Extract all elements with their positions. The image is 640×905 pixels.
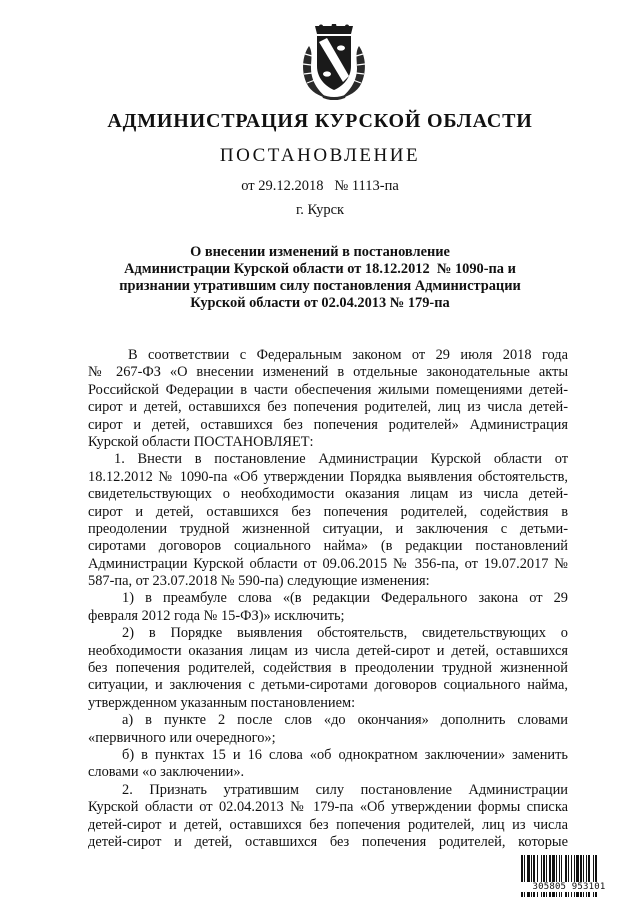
document-date-number: от 29.12.2018 № 1113-па — [241, 178, 399, 194]
document-type: ПОСТАНОВЛЕНИЕ — [219, 145, 421, 166]
body-line: словами «о заключении». — [88, 764, 245, 781]
body-line: № 267-ФЗ «О внесении изменений в отдельные законодательные акты — [88, 364, 568, 381]
body-line: 1. Внести в постановление Администрации Курской области от — [114, 451, 568, 468]
document-body — [88, 347, 568, 851]
title-line: признании утратившим силу постановления Администрации — [119, 278, 521, 294]
body-line: Администрации Курской области от 09.06.2015 № 356-па, от 19.07.2017 № — [88, 555, 568, 572]
body-line: Российской Федерации в части обеспечения жилыми помещениями детей- — [88, 381, 568, 398]
body-line: В соответствии с Федеральным законом от 29 июля 2018 года — [128, 347, 568, 363]
document-title — [100, 244, 540, 312]
body-line: 587-па, от 23.07.2018 № 590-па) следующие изменения: — [88, 573, 430, 590]
body-line: сирот и детей, оставшихся без попечения родителей» Администрация — [88, 416, 568, 433]
barcode-number: 305805 953101 — [521, 882, 617, 892]
body-line: ситуации, и заключения с детьми-сиротами договоров социального найма, — [88, 677, 568, 694]
body-line: без попечения родителей, содействия в преодолении трудной жизненной — [88, 660, 568, 677]
title-line: Администрации Курской области от 18.12.2012 № 1090-па и — [124, 261, 516, 277]
body-line: преодолении трудной жизненной ситуации, и заключения с детьми- — [88, 520, 568, 537]
body-line: сиротами договоров социального найма» (в редакции постановлений — [88, 538, 568, 555]
body-line: февраля 2012 года № 15-ФЗ)» исключить; — [88, 607, 345, 624]
document-city: г. Курск — [295, 202, 345, 218]
organization-name: АДМИНИСТРАЦИЯ КУРСКОЙ ОБЛАСТИ — [107, 110, 533, 132]
title-line: Курской области от 02.04.2013 № 179-па — [190, 295, 450, 311]
body-line: 18.12.2012 № 1090-па «Об утверждении Порядка выявления обстоятельств, — [88, 468, 568, 485]
coat-of-arms-icon — [301, 24, 367, 100]
body-line: «первичного или очередного»; — [88, 729, 276, 746]
body-line: Курской области ПОСТАНОВЛЯЕТ: — [88, 433, 314, 450]
body-line: сирот и детей, оставшихся без попечения родителей, содействия в — [88, 503, 568, 520]
title-line: О внесении изменений в постановление — [190, 244, 450, 260]
body-line: сирот и детей, оставшихся без попечения родителей, лиц из числа детей- — [88, 399, 568, 416]
body-line: б) в пунктах 15 и 16 слова «об однократном заключении» заменить — [122, 746, 568, 763]
body-line: детей-сирот и детей, оставшихся без попечения родителей, лиц из числа — [88, 816, 568, 833]
body-line: необходимости оказания лицам из числа детей-сирот и детей, оставшихся — [88, 642, 568, 659]
body-line: а) в пункте 2 после слов «до окончания» дополнить словами — [122, 712, 568, 729]
body-line: детей-сирот и детей, оставшихся без попечения родителей, которые — [88, 833, 568, 850]
body-line: 2) в Порядке выявления обстоятельств, свидетельствующих о — [122, 625, 568, 642]
body-line: утвержденном указанным постановлением: — [88, 694, 356, 711]
body-line: 1) в преамбуле слова «(в редакции Федерального закона от 29 — [122, 590, 568, 607]
body-line: 2. Признать утратившим силу постановление Администрации — [122, 781, 568, 798]
body-line: Курской области от 02.04.2013 № 179-па «Об утверждении формы списка — [88, 799, 568, 816]
body-line: свидетельствующих о необходимости оказания лицам из числа детей- — [88, 486, 568, 503]
